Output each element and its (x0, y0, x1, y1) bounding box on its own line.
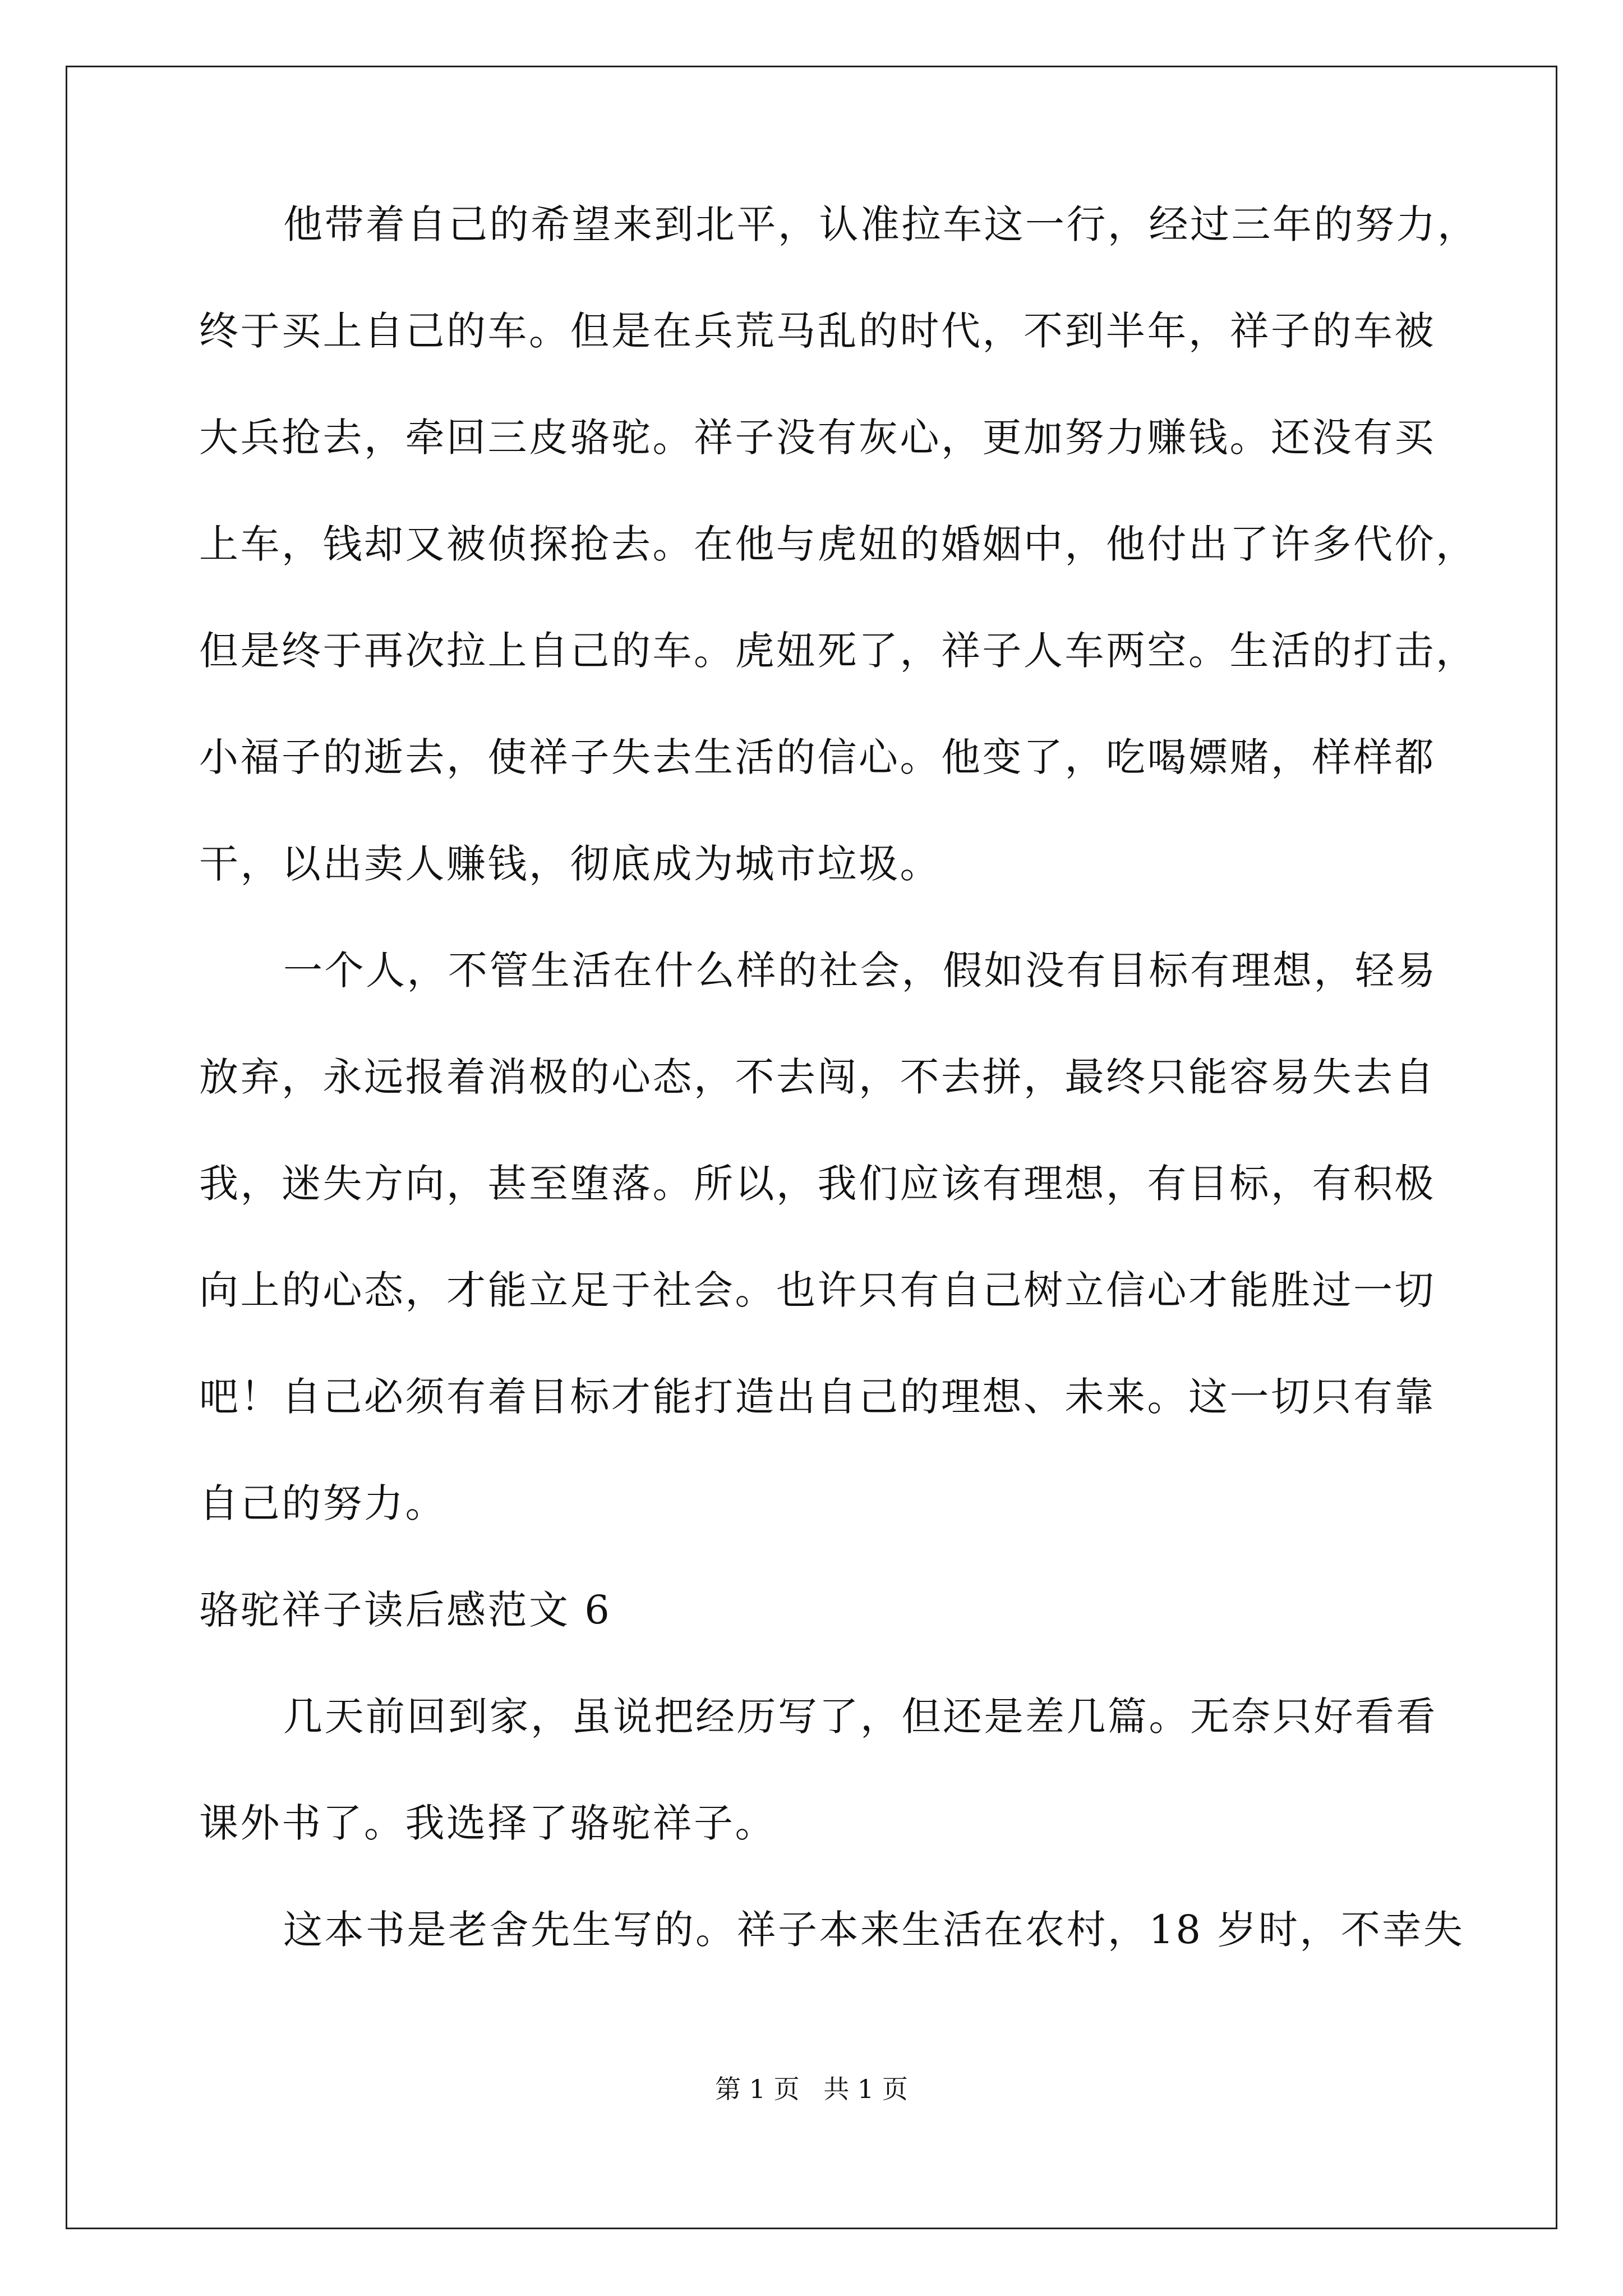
paragraph-2-line-4: 向上的心态，才能立足于社会。也许只有自己树立信心才能胜过一切 (199, 1267, 1436, 1313)
paragraph-2-line-2: 放弃，永远报着消极的心态，不去闯，不去拼，最终只能容易失去自 (199, 1054, 1436, 1100)
page-number: 第 1 页 (715, 2074, 800, 2104)
page-footer (0, 2072, 1623, 2106)
paragraph-3-line-2: 课外书了。我选择了骆驼祥子。 (199, 1800, 776, 1846)
paragraph-2-line-1: 一个人，不管生活在什么样的社会，假如没有目标有理想，轻易 (283, 947, 1437, 993)
paragraph-1-line-3: 大兵抢去，牵回三皮骆驼。祥子没有灰心，更加努力赚钱。还没有买 (199, 415, 1436, 461)
paragraph-1-line-1: 他带着自己的希望来到北平，认准拉车这一行，经过三年的努力， (283, 201, 1479, 247)
paragraph-3-line-1: 几天前回到家，虽说把经历写了，但还是差几篇。无奈只好看看 (283, 1694, 1437, 1740)
paragraph-2-line-3: 我，迷失方向，甚至堕落。所以，我们应该有理想，有目标，有积极 (199, 1161, 1436, 1207)
paragraph-1-line-5: 但是终于再次拉上自己的车。虎妞死了，祥子人车两空。生活的打击， (199, 628, 1477, 674)
paragraph-1-line-6: 小福子的逝去，使祥子失去生活的信心。他变了，吃喝嫖赌，样样都 (199, 734, 1436, 780)
section-heading: 骆驼祥子读后感范文 6 (199, 1587, 612, 1633)
page-total: 共 1 页 (823, 2074, 908, 2104)
paragraph-2-line-5: 吧！自己必须有着目标才能打造出自己的理想、未来。这一切只有靠 (199, 1374, 1436, 1420)
paragraph-4-line-1: 这本书是老舍先生写的。祥子本来生活在农村，18 岁时，不幸失 (283, 1907, 1465, 1953)
paragraph-1-line-2: 终于买上自己的车。但是在兵荒马乱的时代，不到半年，祥子的车被 (199, 308, 1436, 354)
paragraph-2-line-6: 自己的努力。 (199, 1480, 446, 1526)
paragraph-1-line-7: 干，以出卖人赚钱，彻底成为城市垃圾。 (199, 841, 941, 887)
paragraph-1-line-4: 上车，钱却又被侦探抢去。在他与虎妞的婚姻中，他付出了许多代价， (199, 521, 1477, 567)
